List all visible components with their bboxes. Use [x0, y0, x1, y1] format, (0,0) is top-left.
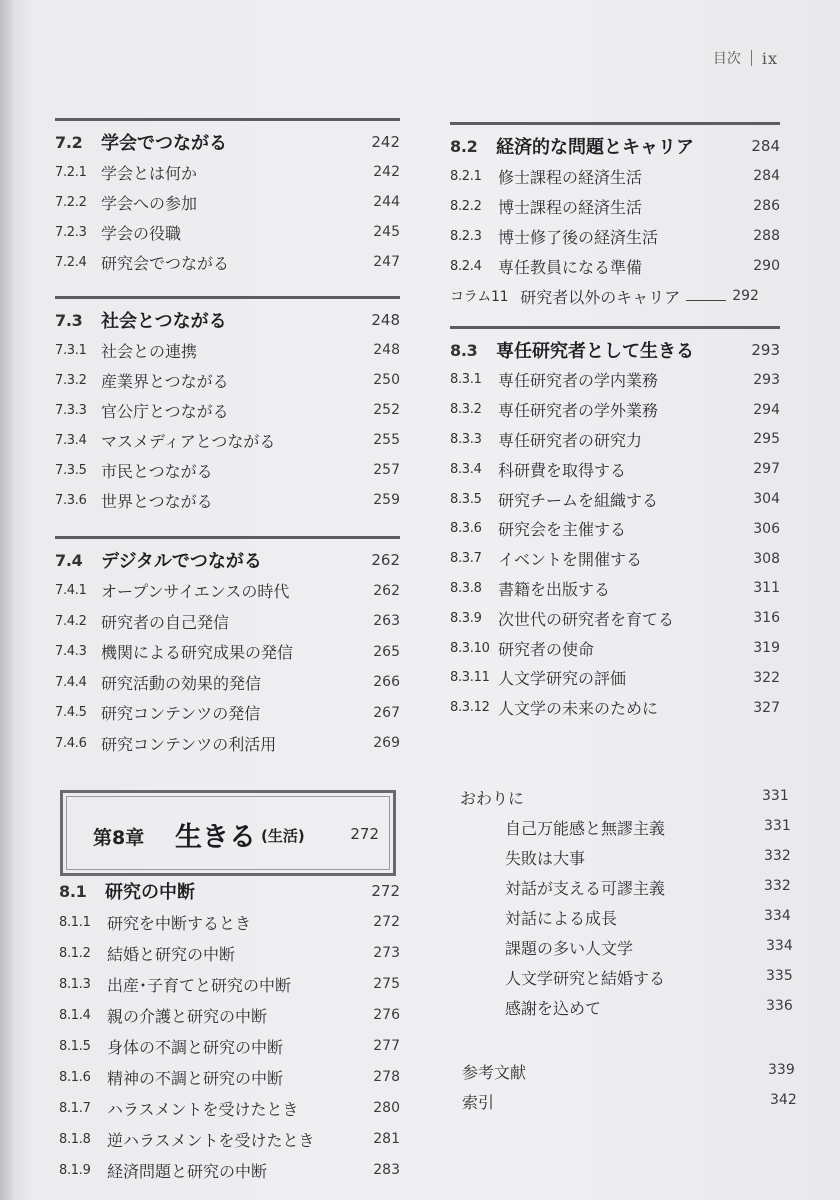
- section-page: 284: [751, 137, 780, 155]
- entry-number: 8.3.5: [450, 491, 482, 507]
- toc-section-7.3: [55, 296, 400, 515]
- entry-number: 7.4.1: [55, 583, 87, 598]
- entry-number: 8.3.6: [450, 521, 482, 537]
- entry-title: 官公庁とつながる: [101, 401, 229, 421]
- entry-title: 研究コンテンツの利活用: [101, 734, 277, 754]
- toc-entry[interactable]: [59, 1000, 400, 1030]
- entry-number: 7.3.4: [55, 432, 87, 448]
- closing-entry-page: 332: [764, 878, 791, 894]
- references-entry[interactable]: 参考文献: [462, 1062, 527, 1082]
- entry-number: 8.3.10: [450, 640, 490, 656]
- section-number: 7.4: [55, 550, 83, 570]
- entry-page: 263: [373, 613, 400, 629]
- entry-page: 265: [373, 643, 400, 660]
- entry-page: 280: [373, 1100, 400, 1116]
- entry-title: 研究者の使命: [498, 639, 595, 659]
- closing-entry-page: 332: [764, 848, 791, 864]
- entry-page: 259: [373, 492, 400, 508]
- section-number: 7.3: [55, 310, 83, 330]
- entry-number: 7.2.2: [55, 194, 87, 210]
- toc-entry[interactable]: [450, 603, 780, 633]
- entry-page: 327: [753, 699, 780, 716]
- entry-title: 博士修了後の経済生活: [498, 227, 659, 247]
- entry-page: 304: [753, 491, 780, 507]
- entry-page: 244: [373, 194, 400, 210]
- entry-page: 255: [373, 432, 400, 448]
- section-title: 学会でつながる: [101, 133, 227, 154]
- entry-page: 266: [373, 674, 400, 690]
- entry-page: 295: [753, 431, 780, 448]
- entry-title: 経済問題と研究の中断: [107, 1161, 268, 1181]
- toc-entry[interactable]: [450, 424, 780, 454]
- entry-page: 283: [373, 1162, 400, 1178]
- toc-entry[interactable]: [59, 907, 400, 937]
- entry-number: 8.1.7: [59, 1100, 91, 1116]
- entry-number: 8.3.2: [450, 402, 482, 418]
- toc-entry[interactable]: [55, 455, 400, 485]
- toc-entry[interactable]: [55, 576, 400, 606]
- column-label: コラム11: [450, 289, 509, 305]
- section-page: 242: [371, 133, 400, 151]
- section-heading[interactable]: [55, 305, 400, 335]
- entry-title: 研究を中断するとき: [107, 913, 252, 933]
- section-title: 経済的な問題とキャリア: [496, 137, 694, 158]
- entry-number: 8.1.2: [59, 945, 91, 961]
- section-page: 248: [371, 311, 400, 329]
- entry-title: 結婚と研究の中断: [107, 944, 236, 964]
- entry-page: 252: [373, 402, 400, 418]
- entry-title: 人文学研究の評価: [498, 669, 627, 689]
- running-head-page-number: ix: [761, 48, 778, 68]
- toc-entry[interactable]: [55, 485, 400, 515]
- entry-number: 7.3.5: [55, 462, 87, 478]
- toc-entry[interactable]: [55, 217, 400, 247]
- entry-title: 社会との連携: [101, 341, 198, 361]
- closing-entry[interactable]: 対話が支える可謬主義: [505, 878, 666, 898]
- section-page: 293: [751, 341, 780, 359]
- toc-section-8.2: [450, 122, 780, 311]
- toc-entry[interactable]: [59, 1031, 400, 1061]
- entry-number: 7.4.2: [55, 613, 87, 629]
- entry-title: オープンサイエンスの時代: [101, 582, 290, 601]
- closing-entry[interactable]: 人文学研究と結婚する: [505, 968, 666, 988]
- toc-section-7.2: [55, 118, 400, 277]
- entry-number: 7.4.4: [55, 674, 87, 690]
- toc-section-8.1: [59, 870, 400, 1186]
- entry-title: 学会とは何か: [101, 163, 198, 183]
- entry-number: 8.3.8: [450, 580, 482, 596]
- toc-entry[interactable]: [450, 693, 780, 723]
- toc-section-7.4: [55, 536, 400, 759]
- entry-page: 250: [373, 372, 400, 388]
- entry-title: 市民とつながる: [101, 461, 213, 481]
- section-title: 社会とつながる: [101, 311, 227, 332]
- entry-title: 産業界とつながる: [101, 371, 229, 391]
- entry-number: 8.1.4: [59, 1007, 91, 1023]
- toc-entry[interactable]: [55, 157, 400, 187]
- entry-number: 7.3.1: [55, 342, 87, 358]
- closing-entry-page: 334: [764, 908, 791, 924]
- entry-page: 242: [373, 164, 400, 180]
- entry-page: 245: [373, 224, 400, 240]
- chapter-8-box[interactable]: [60, 790, 396, 876]
- entry-page: 293: [753, 371, 780, 388]
- entry-page: 248: [373, 342, 400, 358]
- entry-title: 親の介護と研究の中断: [107, 1006, 268, 1026]
- entry-title: 修士課程の経済生活: [498, 167, 643, 187]
- toc-entry[interactable]: [450, 544, 780, 574]
- entry-title: 書籍を出版する: [498, 579, 611, 599]
- section-heading[interactable]: [450, 335, 780, 365]
- entry-number: 8.3.9: [450, 610, 482, 626]
- entry-number: 8.3.3: [450, 431, 482, 447]
- toc-entry[interactable]: [450, 191, 780, 221]
- leader-line: [686, 300, 726, 301]
- entry-title: イベントを開催する: [498, 550, 643, 570]
- index-entry[interactable]: 索引: [462, 1092, 495, 1112]
- section-heading[interactable]: [450, 131, 780, 161]
- chapter-subtitle: (生活): [261, 827, 305, 845]
- entry-number: 7.4.3: [55, 644, 87, 659]
- entry-title: 研究者の自己発信: [101, 612, 230, 632]
- entry-page: 267: [373, 704, 400, 721]
- toc-entry[interactable]: [55, 425, 400, 455]
- section-number: 8.2: [450, 136, 478, 156]
- entry-number: 8.1.5: [59, 1038, 91, 1054]
- entry-page: 288: [753, 228, 780, 244]
- toc-entry[interactable]: [59, 1062, 400, 1092]
- toc-entry[interactable]: [450, 573, 780, 603]
- closing-entry[interactable]: 失敗は大事: [505, 848, 586, 868]
- entry-title: マスメディアとつながる: [101, 431, 276, 451]
- entry-title: 学会への参加: [101, 193, 198, 213]
- entry-title: 科研費を取得する: [498, 460, 627, 480]
- entry-number: 8.1.9: [59, 1162, 91, 1178]
- entry-title: 身体の不調と研究の中断: [107, 1037, 284, 1057]
- section-number: 7.2: [55, 132, 83, 152]
- entry-page: 316: [753, 610, 780, 627]
- entry-number: 8.3.7: [450, 551, 482, 567]
- entry-page: 286: [753, 198, 780, 214]
- toc-entry[interactable]: [55, 606, 400, 636]
- toc-entry[interactable]: [450, 365, 780, 395]
- entry-page: 272: [373, 914, 400, 930]
- entry-number: 8.3.4: [450, 461, 482, 477]
- section-heading[interactable]: [55, 545, 400, 575]
- toc-entry[interactable]: [450, 221, 780, 251]
- entry-title: 逆ハラスメントを受けたとき: [107, 1130, 315, 1150]
- entry-number: 8.2.3: [450, 228, 482, 244]
- entry-title: ハラスメントを受けたとき: [107, 1099, 299, 1119]
- toc-entry[interactable]: [59, 1093, 400, 1123]
- column-page: 292: [732, 288, 759, 304]
- closing-entry[interactable]: 自己万能感と無謬主義: [505, 818, 666, 838]
- column-title: 研究者以外のキャリア: [520, 287, 681, 307]
- entry-page: 273: [373, 945, 400, 961]
- entry-number: 7.3.2: [55, 372, 87, 388]
- entry-page: 319: [753, 640, 780, 656]
- entry-title: 専任研究者の学内業務: [498, 371, 659, 391]
- entry-number: 7.3.6: [55, 492, 87, 508]
- page-binding-edge: [0, 0, 14, 1200]
- toc-entry[interactable]: [59, 969, 400, 999]
- toc-entry[interactable]: [55, 187, 400, 217]
- toc-entry[interactable]: [59, 1155, 400, 1185]
- entry-title: 研究活動の効果的発信: [101, 673, 262, 693]
- toc-entry[interactable]: [55, 667, 400, 697]
- entry-number: 8.2.1: [450, 168, 482, 184]
- entry-title: 精神の不調と研究の中断: [107, 1068, 284, 1088]
- closing-entry[interactable]: 課題の多い人文学: [505, 938, 634, 958]
- section-title: 研究の中断: [105, 882, 195, 903]
- toc-entry[interactable]: [450, 484, 780, 514]
- closing-entry[interactable]: 対話による成長: [505, 908, 618, 928]
- running-head-label: 目次: [712, 51, 741, 67]
- section-title: デジタルでつながる: [101, 551, 262, 572]
- entry-page: 297: [753, 461, 780, 478]
- chapter-number: 第8章: [93, 827, 145, 849]
- closing-entry-page: 335: [766, 968, 793, 984]
- entry-number: 8.1.6: [59, 1069, 91, 1085]
- closing-entry[interactable]: 感謝を込めて: [505, 998, 602, 1018]
- entry-page: 308: [753, 550, 780, 567]
- column-entry[interactable]: [450, 281, 780, 311]
- toc-entry[interactable]: [450, 251, 780, 281]
- entry-number: 7.4.6: [55, 735, 87, 751]
- entry-number: 8.1.1: [59, 914, 91, 930]
- section-number: 8.1: [59, 881, 87, 901]
- entry-page: 277: [373, 1038, 400, 1054]
- entry-number: 7.2.3: [55, 224, 87, 240]
- toc-entry[interactable]: [450, 633, 780, 663]
- entry-number: 7.3.3: [55, 402, 87, 418]
- entry-number: 8.1.8: [59, 1131, 91, 1147]
- entry-page: 247: [373, 254, 400, 270]
- entry-title: 研究コンテンツの発信: [101, 704, 261, 723]
- entry-number: 8.3.11: [450, 670, 490, 686]
- toc-entry[interactable]: [450, 395, 780, 425]
- entry-title: 研究会を主催する: [498, 520, 627, 540]
- entry-title: 研究チームを組織する: [498, 490, 659, 510]
- entry-page: 278: [373, 1069, 400, 1085]
- toc-entry[interactable]: [450, 161, 780, 191]
- entry-page: 257: [373, 462, 400, 478]
- section-page: 272: [371, 882, 400, 900]
- section-heading[interactable]: [55, 127, 400, 157]
- entry-page: 290: [753, 258, 780, 274]
- entry-number: 7.2.4: [55, 254, 87, 270]
- entry-title: 博士課程の経済生活: [498, 197, 643, 217]
- toc-right-column: [450, 0, 780, 1200]
- entry-number: 7.2.1: [55, 164, 87, 180]
- entry-title: 世界とつながる: [101, 491, 213, 511]
- toc-entry[interactable]: [450, 454, 780, 484]
- entry-number: 8.2.4: [450, 258, 482, 274]
- entry-title: 専任研究者の研究力: [498, 430, 643, 450]
- toc-left-column: [55, 0, 400, 1200]
- entry-page: 275: [373, 976, 400, 992]
- chapter-page: 272: [350, 825, 379, 843]
- toc-entry[interactable]: [55, 728, 400, 758]
- entry-page: 306: [753, 520, 780, 537]
- toc-entry[interactable]: [55, 247, 400, 277]
- toc-entry[interactable]: [59, 1124, 400, 1154]
- entry-title: 学会の役職: [101, 223, 182, 243]
- entry-title: 次世代の研究者を育てる: [498, 609, 675, 629]
- toc-entry[interactable]: [55, 335, 400, 365]
- toc-section-8.3: [450, 326, 780, 722]
- entry-number: 8.1.3: [59, 976, 91, 992]
- toc-entry[interactable]: [450, 663, 780, 693]
- toc-entry[interactable]: [55, 365, 400, 395]
- section-heading[interactable]: [59, 876, 400, 906]
- entry-number: 7.4.5: [55, 705, 87, 720]
- entry-page: 262: [373, 582, 400, 599]
- entry-title: 専任教員になる準備: [498, 257, 643, 277]
- entry-page: 322: [753, 669, 780, 686]
- section-page: 262: [371, 551, 400, 569]
- entry-page: 276: [373, 1007, 400, 1023]
- toc-entry[interactable]: [59, 938, 400, 968]
- entry-title: 人文学の未来のために: [498, 699, 659, 719]
- section-number: 8.3: [450, 340, 478, 360]
- entry-title: 専任研究者の学外業務: [498, 401, 659, 421]
- entry-title: 機関による研究成果の発信: [101, 643, 294, 662]
- closing-entry-page: 334: [766, 938, 793, 954]
- entry-number: 8.3.1: [450, 372, 482, 388]
- closing-heading[interactable]: おわりに: [460, 788, 525, 808]
- closing-heading-page: 331: [762, 788, 789, 804]
- toc-entry[interactable]: [55, 637, 400, 667]
- entry-page: 311: [753, 580, 780, 597]
- closing-entry-page: 336: [766, 998, 793, 1014]
- references-entry-page: 339: [768, 1062, 795, 1078]
- entry-number: 8.3.12: [450, 700, 490, 716]
- toc-entry[interactable]: [450, 514, 780, 544]
- entry-title: 研究会でつながる: [101, 253, 230, 273]
- closing-entry-page: 331: [764, 818, 791, 834]
- index-entry-page: 342: [770, 1092, 797, 1108]
- toc-entry[interactable]: [55, 698, 400, 728]
- entry-page: 284: [753, 168, 780, 184]
- section-title: 専任研究者として生きる: [496, 341, 694, 362]
- chapter-title: 生きる: [175, 822, 256, 853]
- entry-page: 294: [753, 401, 780, 418]
- entry-page: 269: [373, 735, 400, 751]
- entry-page: 281: [373, 1131, 400, 1147]
- toc-entry[interactable]: [55, 395, 400, 425]
- entry-number: 8.2.2: [450, 198, 482, 214]
- entry-title: 出産･子育てと研究の中断: [107, 975, 292, 995]
